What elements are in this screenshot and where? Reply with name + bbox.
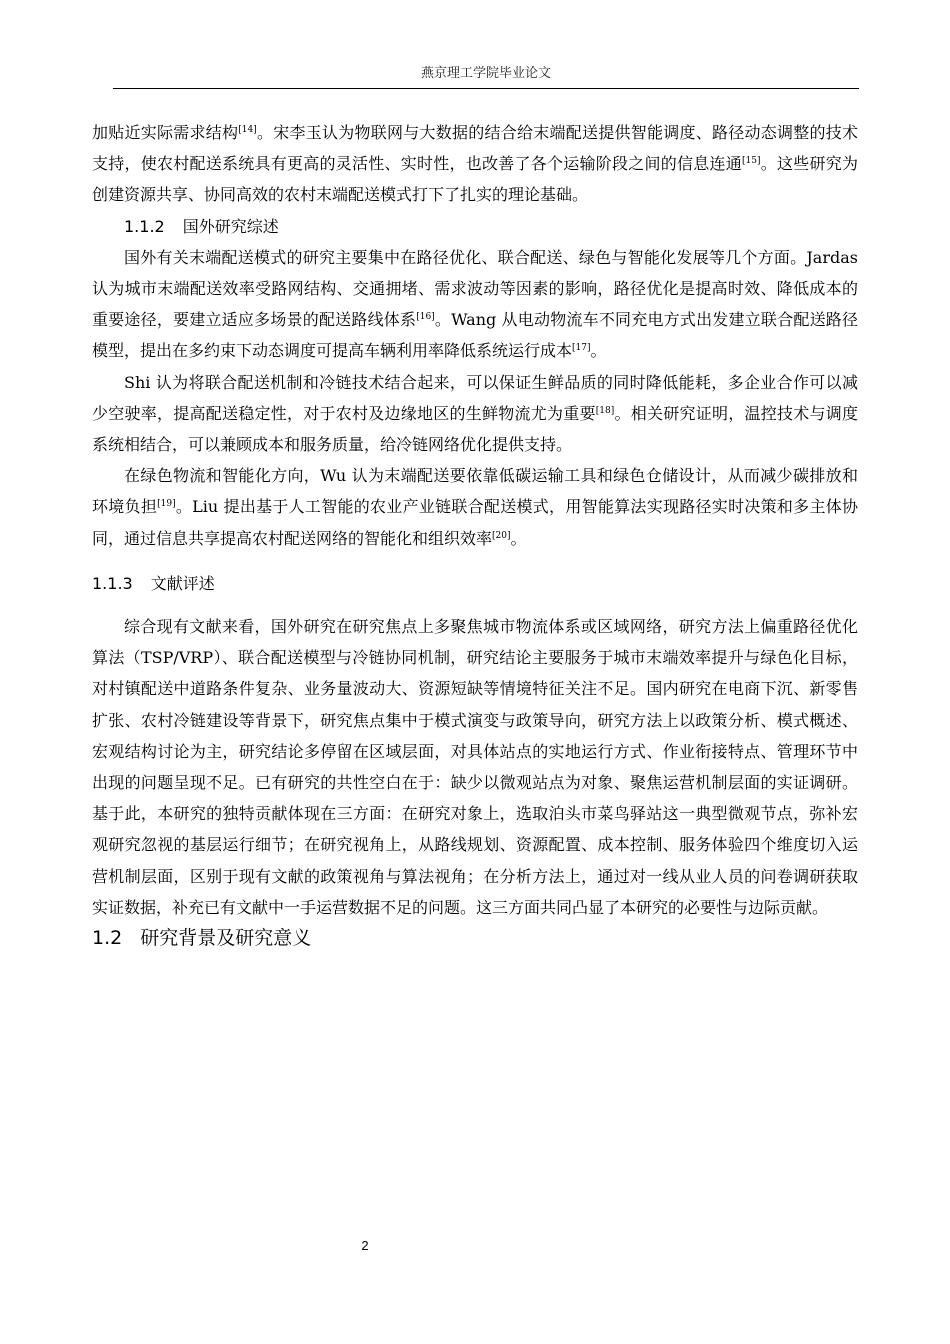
paragraph: 国外有关末端配送模式的研究主要集中在路径优化、联合配送、绿色与智能化发展等几个方面。Jardas 认为城市末端配送效率受路网结构、交通拥堵、需求波动等因素的影响，路径优化是提高时效、降低成本的重要途径，要建立适应多场景的配送路线体系[16]。Wang 从电动物流车不同充电方式出发建立联合配送路径模型，提出在多约束下动态调度可提高车辆利用率降低系统运行成本[17]。: [92, 247, 858, 361]
citation: [18]: [595, 405, 615, 416]
citation: [19]: [157, 499, 176, 510]
running-header: 燕京理工学院毕业论文: [420, 66, 551, 81]
paragraph-continued: 加贴近实际需求结构[14]。宋李玉认为物联网与大数据的结合给末端配送提供智能调度、路径动态调整的技术支持，使农村配送系统具有更高的灵活性、实时性，也改善了各个运输阶段之间的信息连通[15]。这些研究为创建资源共享、协同高效的农村末端配送模式打下了扎实的理论基础。: [92, 123, 858, 205]
citation: [20]: [492, 530, 511, 541]
citation: [17]: [572, 343, 591, 354]
paragraph: 综合现有文献来看，国外研究在研究焦点上多聚焦城市物流体系或区域网络，研究方法上偏重路径优化算法（TSP/VRP）、联合配送模型与冷链协同机制，研究结论主要服务于城市末端效率提升与绿色化目标，对村镇配送中道路条件复杂、业务量波动大、资源短缺等情境特征关注不足。国内研究在电商下沉、新零售扩张、农村冷链建设等背景下，研究焦点集中于模式演变与政策导向，研究方法上以政策分析、模式概述、宏观结构讨论为主，研究结论多停留在区域层面，对具体站点的实地运行方式、作业衔接特点、管理环节中出现的问题呈现不足。已有研究的共性空白在于：缺少以微观站点为对象、聚焦运营机制层面的实证调研。基于此，本研究的独特贡献体现在三方面：在研究对象上，选取泊头市菜鸟驿站这一典型微观节点，弥补宏观研究忽视的基层运行细节；在研究视角上，从路线规划、资源配置、成本控制、服务体验四个维度切入运营机制层面，区别于现有文献的政策视角与算法视角；在分析方法上，通过对一线从业人员的问卷调研获取实证数据，补充已有文献中一手运营数据不足的问题。这三方面共同凸显了本研究的必要性与边际贡献。: [92, 617, 858, 917]
page-number: 2: [361, 1238, 369, 1253]
paragraph: 在绿色物流和智能化方向，Wu 认为末端配送要依靠低碳运输工具和绿色仓储设计，从而减少碳排放和环境负担[19]。Liu 提出基于人工智能的农业产业链联合配送模式，用智能算法实现路径实时决策和多主体协同，通过信息共享提高农村配送网络的智能化和组织效率[20]。: [92, 466, 858, 548]
citation: [16]: [416, 312, 435, 323]
citation: [14]: [238, 125, 257, 135]
body-text: [92, 117, 858, 954]
subsection-heading-1-1-2: 1.1.2 国外研究综述: [124, 216, 279, 236]
section-heading-1-2: 1.2 研究背景及研究意义: [92, 927, 312, 950]
subsection-heading-1-1-3: 1.1.3 文献评述: [92, 573, 215, 593]
header-rule: [113, 88, 859, 89]
citation: [15]: [742, 156, 761, 167]
paragraph: Shi 认为将联合配送机制和冷链技术结合起来，可以保证生鲜品质的同时降低能耗，多企业合作可以减少空驶率，提高配送稳定性，对于农村及边缘地区的生鲜物流尤为重要[18]。相关研究证明，温控技术与调度系统相结合，可以兼顾成本和服务质量，给冷链网络优化提供支持。: [92, 372, 858, 455]
